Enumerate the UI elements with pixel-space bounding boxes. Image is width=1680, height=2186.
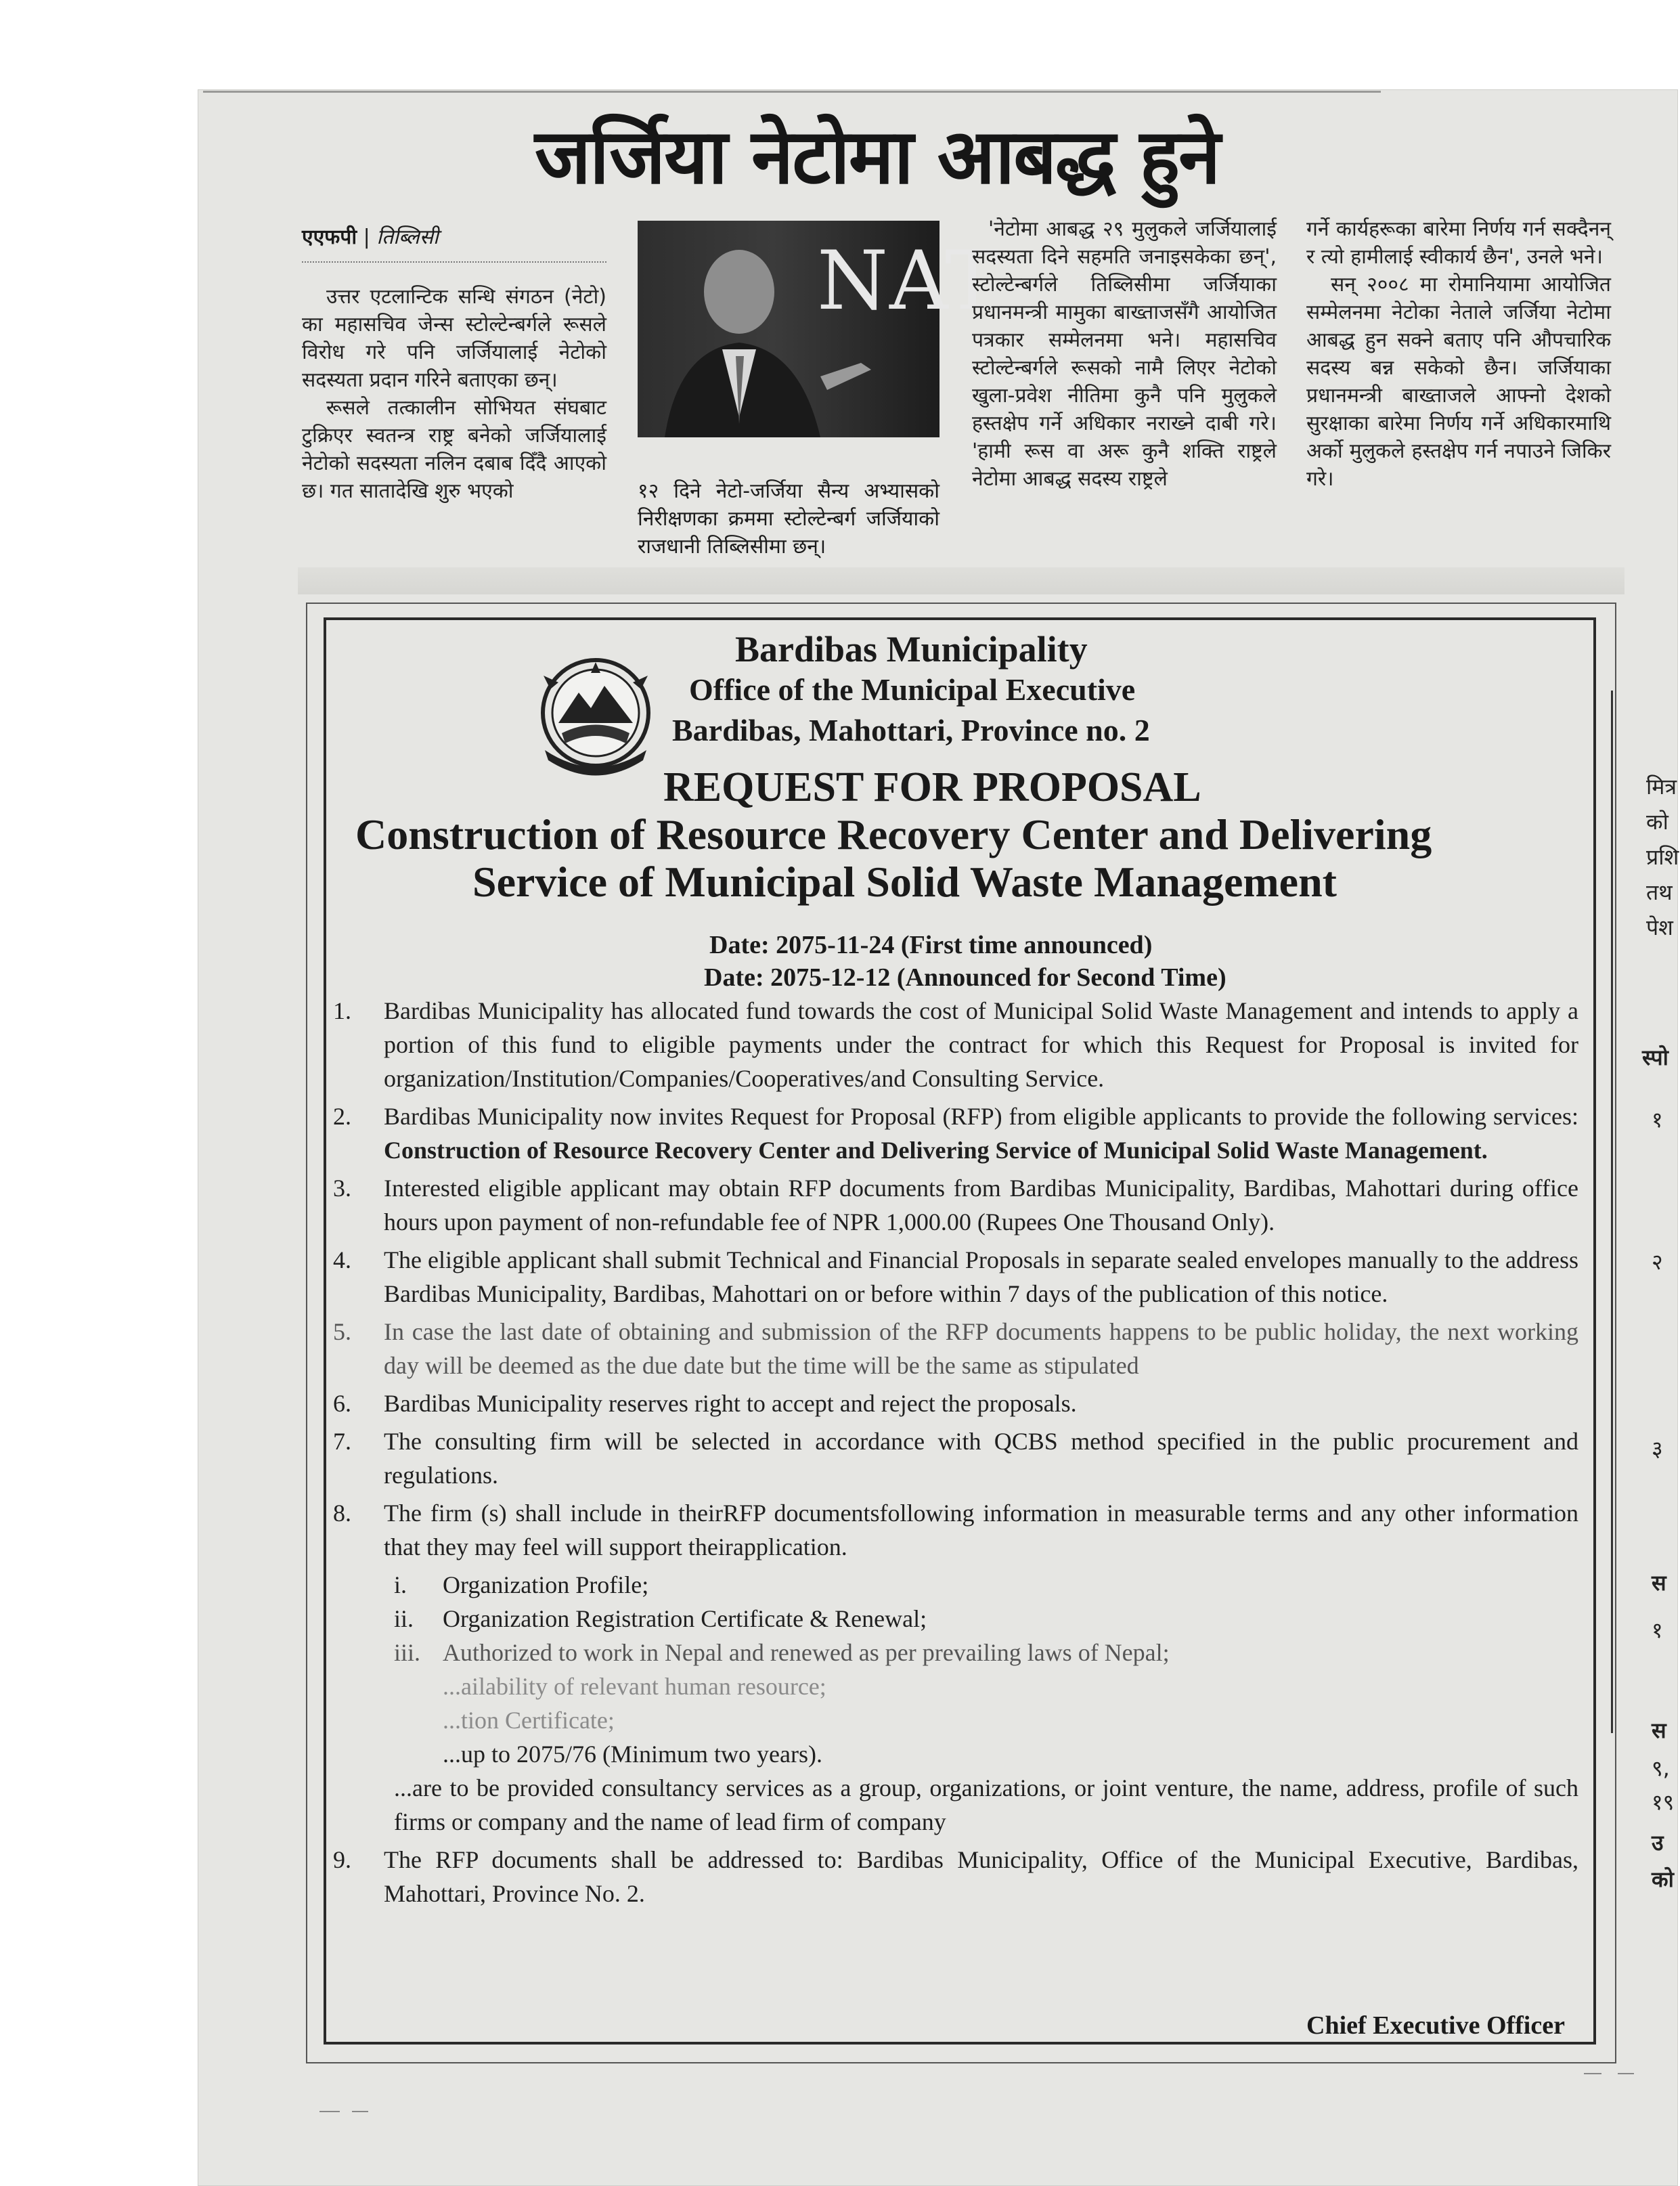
list-item: 3. Interested eligible applicant may obtain RFP documents from Bardibas Municipality, Bardibas, Mahottari during office hours upon payment of non-refundable fee of NPR 1,000.00 (Rupees One Thousand Only). <box>333 1175 1578 1236</box>
news-photo <box>638 221 1001 437</box>
sub-item: iii. Authorized to work in Nepal and renewed as per prevailing laws of Nepal; <box>394 1639 1170 1666</box>
list-item: 5. In case the last date of obtaining and submission of the RFP documents happens to be public holiday, the next working day will be deemed as the due date but the time will be the same as stipulated <box>333 1318 1578 1379</box>
page-mark <box>1584 2073 1601 2074</box>
article-column-4 <box>1306 215 1611 493</box>
byline-divider <box>302 261 606 263</box>
photo-backdrop-text: NAT <box>817 234 1001 328</box>
notice-heading: REQUEST FOR PROPOSAL <box>663 764 1201 810</box>
article-paragraph: सन् २००८ मा रोमानियामा आयोजित सम्मेलनमा नेटोका नेताले जर्जिया नेटोमा आबद्ध हुन सक्ने बताए पनि औपचारिक सदस्य बन्न सकेको छैन। जर्जियाका प्रधानमन्त्री बाख्ताजले आफ्नो देशको सुरक्षाका बारेमा निर्णय गर्ने अधिकारमाथि अर्को मुलुकले हस्तक्षेप गर्न नपाउने जिकिर गरे। <box>1306 273 1611 491</box>
list-item: 8. The firm (s) shall include in theirRFP documentsfollowing information in measurable terms and any other information that they may feel will support theirapplication. <box>333 1500 1578 1560</box>
first-announced-date: Date: 2075-11-24 (First time announced) <box>709 931 1153 959</box>
adjacent-text: स्पो <box>1642 1045 1668 1070</box>
sub-item: ...tion Certificate; <box>443 1707 615 1734</box>
list-item: 9. The RFP documents shall be addressed to: Bardibas Municipality, Office of the Municipal Executive, Bardibas, Mahottari, Province No. 2. <box>333 1846 1578 1907</box>
list-item: 2. Bardibas Municipality now invites Request for Proposal (RFP) from eligible applicants to provide the following services: Construction of Resource Recovery Center and Delivering Service of Municipal Solid Waste Management. <box>333 1103 1578 1164</box>
page-mark <box>1618 2073 1634 2074</box>
municipality-name: Bardibas Municipality <box>735 629 1088 670</box>
headline: जर्जिया नेटोमा आबद्ध हुने <box>535 113 1220 201</box>
adjacent-text: पेश <box>1646 915 1673 940</box>
photo-caption: १२ दिने नेटो-जर्जिया सैन्य अभ्यासको निरीक्षणका क्रममा स्टोल्टेन्बर्ग जर्जियाको राजधानी तिब्लिसीमा छन्। <box>638 479 940 559</box>
second-announced-date: Date: 2075-12-12 (Announced for Second Time) <box>704 963 1226 992</box>
byline: एएफपी | तिब्लिसी <box>302 225 439 249</box>
adjacent-text: ९, <box>1652 1755 1670 1781</box>
notice-items-list <box>333 994 1585 1915</box>
adjacent-text: स <box>1652 1718 1666 1743</box>
adjacent-text: को <box>1646 809 1668 835</box>
nepal-emblem-icon <box>531 649 660 777</box>
adjacent-text: तथ <box>1646 879 1673 905</box>
adjacent-text: १ <box>1652 1617 1663 1643</box>
notice-title-line-1: Construction of Resource Recovery Center and Delivering <box>355 810 1432 858</box>
sub-item: ...up to 2075/76 (Minimum two years). <box>443 1741 822 1768</box>
adjacent-text: २ <box>1652 1249 1663 1275</box>
adjacent-text: ३ <box>1652 1436 1663 1462</box>
page-mark <box>319 2111 340 2112</box>
top-rule <box>203 91 1381 93</box>
byline-agency: एएफपी <box>302 225 357 249</box>
adjacent-text: १९ <box>1652 1789 1675 1815</box>
adjacent-text: १ <box>1652 1107 1663 1133</box>
adjacent-text: मित्र <box>1646 774 1677 800</box>
adjacent-text: उ <box>1652 1830 1664 1856</box>
sub-item: i. Organization Profile; <box>394 1571 649 1598</box>
article-paragraph: गर्ने कार्यहरूका बारेमा निर्णय गर्न सक्दैनन् र त्यो हामीलाई स्वीकार्य छैन', उनले भने। <box>1306 217 1611 269</box>
article-paragraph: 'नेटोमा आबद्ध २९ मुलुकले जर्जियालाई सदस्यता दिने सहमति जनाइसकेका छन्', स्टोल्टेन्बर्गले तिब्लिसीमा जर्जियाका प्रधानमन्त्री मामुका बाख्ताजसँगै आयोजित पत्रकार सम्मेलनमा भने। महासचिव स्टोल्टेन्बर्गले रूसको नामै लिएर नेटोको खुला-प्रवेश नीतिमा कुनै पनि मुलुकले हस्तक्षेप गर्ने अधिकार नराख्ने दाबी गरे। 'हामी रूस वा अरू कुनै शक्ति राष्ट्रले नेटोमा आबद्ध सदस्य राष्ट्रले <box>972 217 1277 491</box>
article-paragraph: रूसले तत्कालीन सोभियत संघबाट टुक्रिएर स्वतन्त्र राष्ट्र बनेको जर्जियालाई नेटोको सदस्यता नलिन दबाब दिँदै आएको छ। गत सातादेखि शुरु भएको <box>302 396 606 503</box>
list-item: 7. The consulting firm will be selected in accordance with QCBS method specified in the public procurement and regulations. <box>333 1428 1578 1489</box>
list-item: 6. Bardibas Municipality reserves right to accept and reject the proposals. <box>333 1390 1077 1417</box>
notice-title-line-2: Service of Municipal Solid Waste Management <box>472 858 1337 906</box>
byline-place: तिब्लिसी <box>376 225 439 249</box>
bleed-through-strip <box>298 567 1624 594</box>
list-item: 1. Bardibas Municipality has allocated fund towards the cost of Municipal Solid Waste Management and intends to apply a portion of this fund to eligible payments under the contract for which this Request for Proposal is invited for organization/Institution/Companies/Cooperatives/and Consulting Service. <box>333 997 1578 1092</box>
office-name: Office of the Municipal Executive <box>689 672 1136 707</box>
page-mark <box>352 2111 368 2112</box>
adjacent-text: को <box>1652 1866 1674 1892</box>
article-paragraph: उत्तर एटलान्टिक सन्धि संगठन (नेटो) का महासचिव जेन्स स्टोल्टेन्बर्गले रूसले विरोध गरे पनि जर्जियालाई नेटोको सदस्यता प्रदान गरिने बताएका छन्। <box>302 285 606 392</box>
sub-item: ii. Organization Registration Certificate & Renewal; <box>394 1605 927 1632</box>
list-item-continuation: ...are to be provided consultancy services as a group, organizations, or joint venture, the name, address, profile of such firms or company and the name of lead firm of company <box>394 1774 1578 1835</box>
article-column-3 <box>972 215 1277 493</box>
adjacent-text: स <box>1652 1570 1666 1596</box>
adjacent-text: प्रशि <box>1646 844 1679 870</box>
article-column-1 <box>302 283 606 505</box>
office-address: Bardibas, Mahottari, Province no. 2 <box>672 713 1150 747</box>
signatory-title: Chief Executive Officer <box>1306 2011 1565 2040</box>
list-item: 4. The eligible applicant shall submit Technical and Financial Proposals in separate sealed envelopes manually to the address Bardibas Municipality, Bardibas, Mahottari on or before within 7 days of the publication of this notice. <box>333 1246 1578 1307</box>
sub-item: ...ailability of relevant human resource; <box>443 1673 826 1700</box>
